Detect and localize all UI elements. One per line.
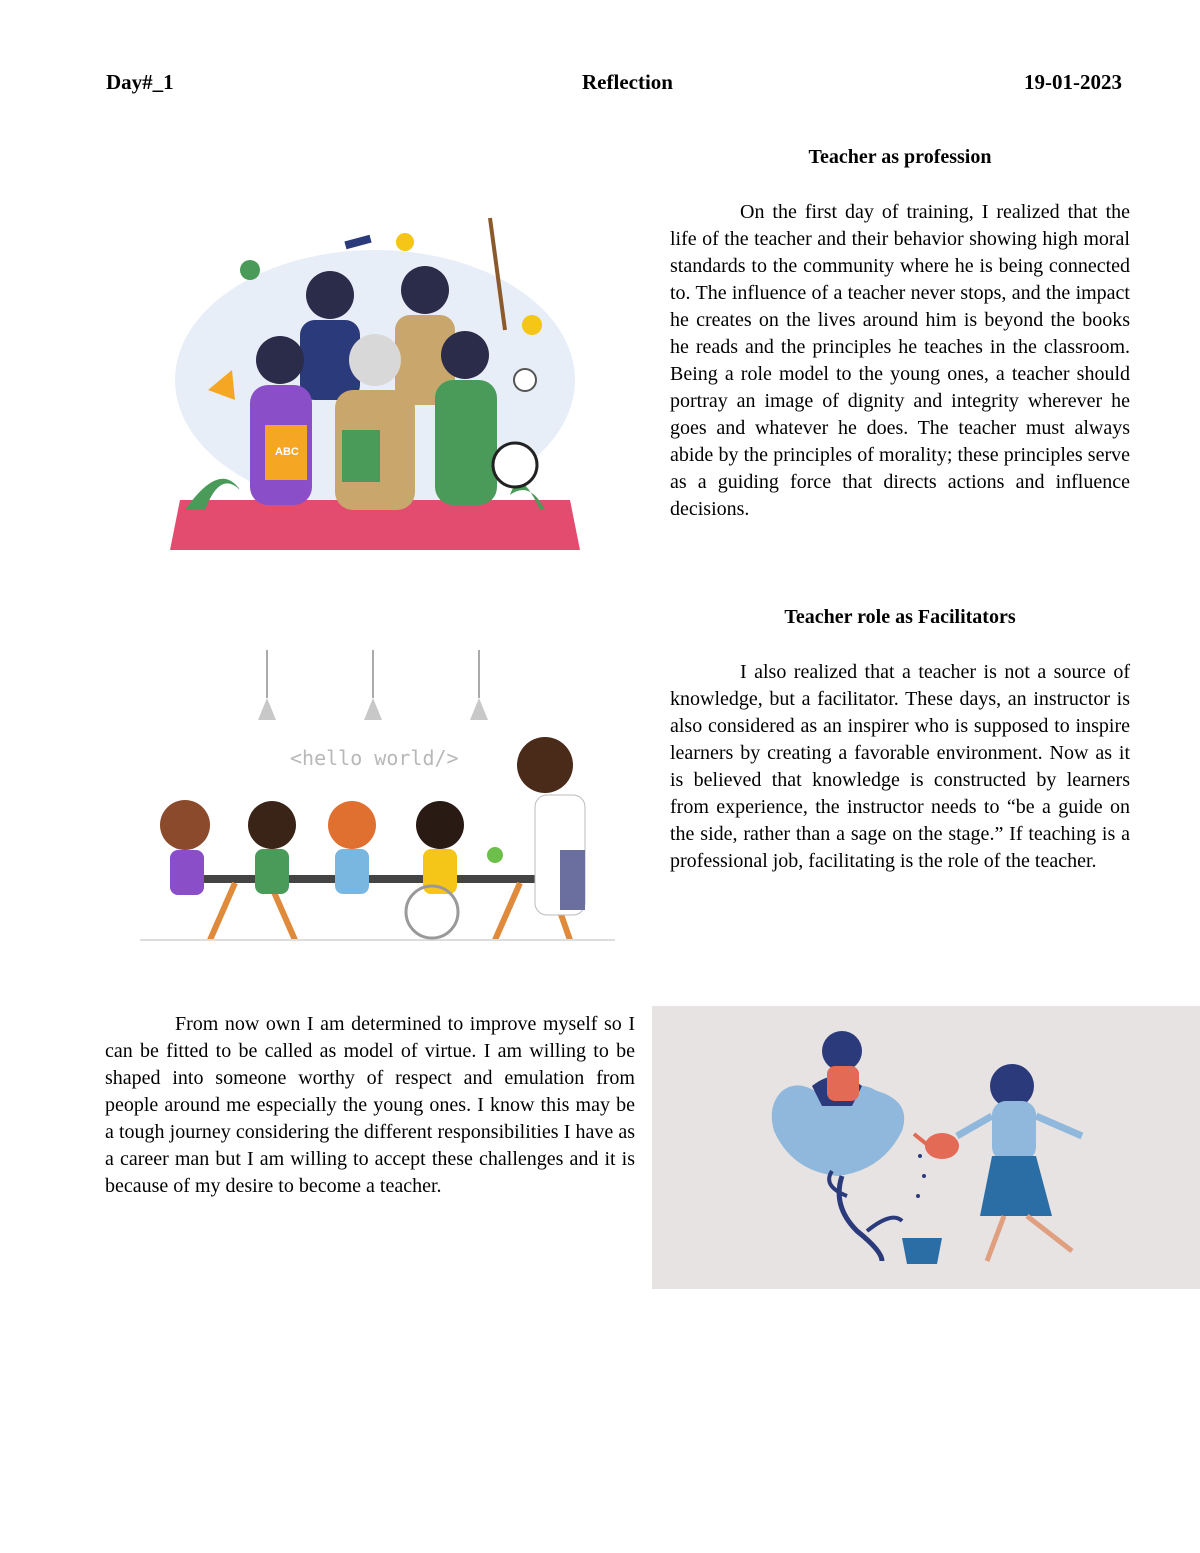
paragraph-facilitators-text: I also realized that a teacher is not a source of knowledge, but a facilitator. These days, an instructor is also considered as an inspirer who is supposed to inspire learners by creating a favorable environment. Now as it is believed that knowledge is constructed by learners from experience, the instructor needs to “be a guide on the side, rather than a sage on the stage.” If teaching is a professional job, facilitating is the role of the teacher. [670,661,1130,872]
classroom-illustration [140,650,615,945]
soccer-ball-icon [493,443,537,487]
section-title-profession: Teacher as profession [808,146,992,168]
paragraph-determination-text: From now own I am determined to improve myself so I can be fitted to be called as model of virtue. I am willing to be shaped into someone worthy of respect and emulation from people around me especially the young ones. I know this may be a tough journey considering the different responsibilities I have as a career man but I am willing to accept these challenges and it is because of my desire to become a teacher. [105,1013,635,1197]
page-title: Reflection [582,70,673,94]
section-title-facilitators: Teacher role as Facilitators [784,606,1016,628]
abc-book-label: ABC [275,446,299,458]
teachers-group-illustration [160,210,590,555]
paragraph-determination [105,1011,635,1200]
day-label: Day#_1 [106,70,174,94]
paragraph-facilitators [670,659,1130,875]
date-label: 19-01-2023 [1024,70,1122,94]
growth-watering-illustration [652,1006,1200,1289]
hello-world-sign: <hello world/> [290,746,459,770]
paragraph-profession [670,199,1130,523]
paragraph-profession-text: On the first day of training, I realized that the life of the teacher and their behavior showing high moral standards to the community where he is being connected to. The influence of a teacher never stops, and the impact he creates on the lives around him is beyond the books he reads and the principles he teaches in the classroom. Being a role model to the young ones, a teacher should portray an image of dignity and integrity wherever he goes and whatever he does. The teacher must always abide by the principles of morality; these principles serve as a guiding force that directs actions and influence decisions. [670,201,1130,520]
